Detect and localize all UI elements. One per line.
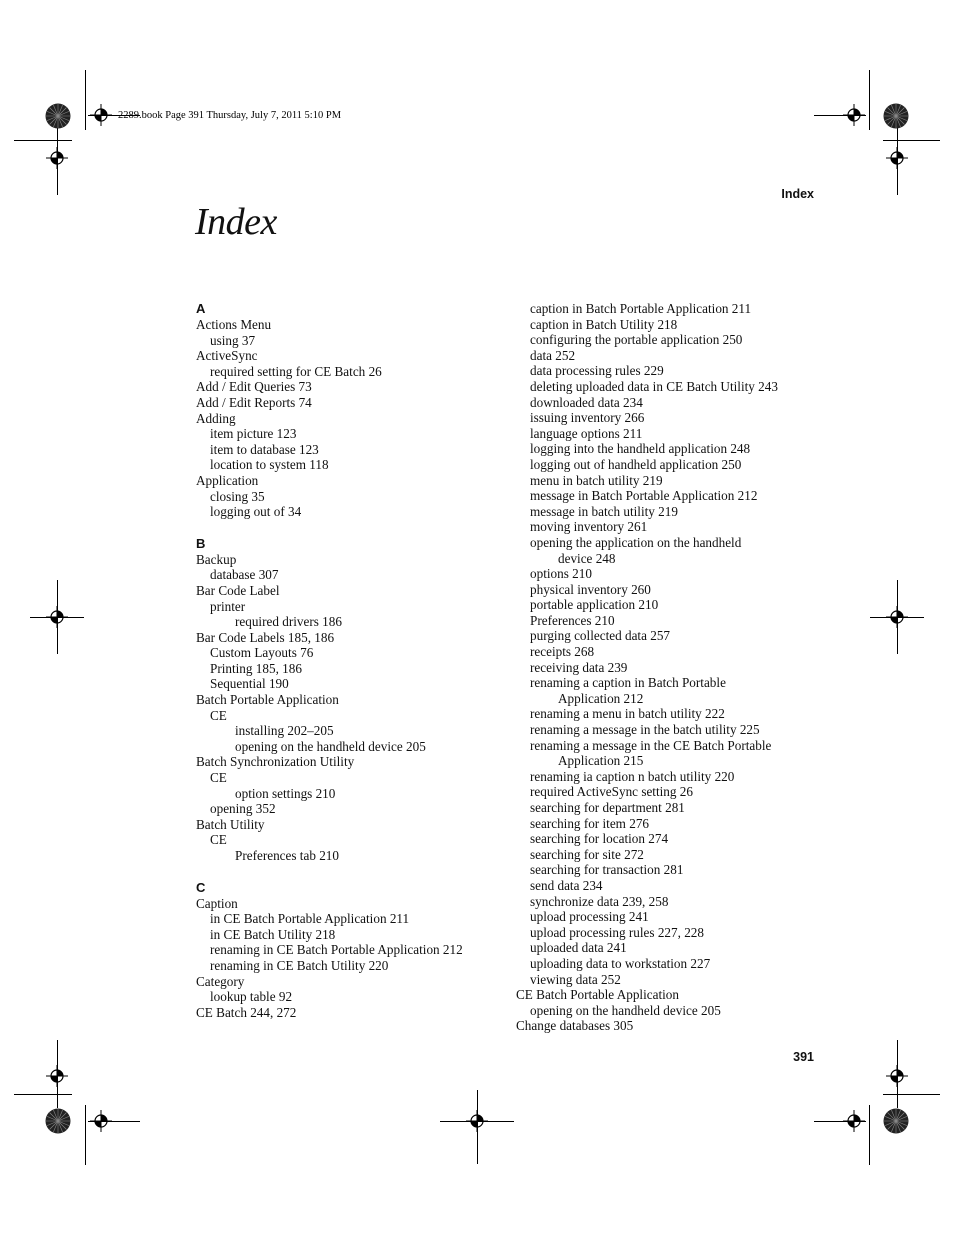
section-gap: [196, 864, 506, 879]
index-column-left: [196, 300, 506, 1020]
index-subentry: [196, 614, 506, 630]
index-entry: [196, 692, 506, 708]
print-slug: 2289.book Page 391 Thursday, July 7, 2011 5:10 PM: [118, 110, 342, 121]
entry-text: language options 211: [530, 425, 643, 441]
entry-text: deleting uploaded data in CE Batch Utility 243: [530, 378, 778, 394]
entry-text: ActiveSync: [196, 348, 258, 364]
index-entry: [196, 1005, 506, 1021]
registration-target-icon: [46, 147, 68, 169]
entry-text: closing 35: [210, 488, 265, 504]
index-subentry: [196, 567, 506, 583]
index-entry: [516, 987, 816, 1003]
index-subentry: [196, 927, 506, 943]
index-subentry: [196, 708, 506, 724]
index-subentry: [516, 878, 816, 894]
entry-text: caption in Batch Portable Application 211: [530, 301, 752, 316]
index-subentry: [516, 894, 816, 910]
entry-text: logging out of 34: [210, 504, 302, 520]
index-subentry: [196, 832, 506, 848]
entry-text: options 210: [530, 566, 592, 582]
index-letter-heading: B: [196, 535, 206, 551]
entry-text: viewing data 252: [530, 971, 621, 987]
entry-text: logging out of handheld application 250: [530, 456, 742, 472]
entry-text: send data 234: [530, 877, 603, 893]
entry-text: Actions Menu: [196, 317, 272, 332]
entry-text: upload processing rules 227, 228: [530, 924, 704, 940]
index-entry: [516, 1018, 816, 1034]
index-subentry: [516, 940, 816, 956]
registration-target-icon: [886, 606, 908, 628]
index-subentry: [516, 800, 816, 816]
entry-text: Printing 185, 186: [210, 660, 302, 676]
entry-text: opening on the handheld device 205: [235, 738, 426, 754]
index-entry: [196, 974, 506, 990]
entry-text: CE: [210, 770, 227, 786]
index-subentry: [196, 489, 506, 505]
registration-target-icon: [90, 104, 112, 126]
entry-text: required setting for CE Batch 26: [210, 363, 382, 379]
registration-target-icon: [843, 1110, 865, 1132]
entry-text: searching for transaction 281: [530, 862, 684, 878]
index-entry: [196, 552, 506, 568]
entry-text: physical inventory 260: [530, 581, 651, 597]
entry-text: opening on the handheld device 205: [530, 1002, 721, 1018]
entry-text: uploading data to workstation 227: [530, 955, 711, 971]
entry-text: configuring the portable application 250: [530, 332, 743, 348]
index-subentry: [516, 628, 816, 644]
entry-text: Preferences tab 210: [235, 848, 339, 863]
index-subentry: [196, 599, 506, 615]
entry-text: item picture 123: [210, 426, 297, 442]
star-target-icon: [883, 1108, 909, 1134]
index-subentry: [516, 847, 816, 863]
index-subentry: [516, 613, 816, 629]
entry-text: Add / Edit Reports 74: [196, 394, 312, 410]
index-subentry: [516, 519, 816, 535]
entry-continuation: Application 215: [558, 753, 644, 769]
index-subentry: [196, 739, 506, 755]
index-subentry: [516, 301, 816, 317]
index-subentry: [196, 676, 506, 692]
star-target-icon: [45, 103, 71, 129]
index-subentry: [516, 660, 816, 676]
index-subentry: [196, 457, 506, 473]
entry-text: searching for department 281: [530, 800, 685, 815]
entry-text: searching for item 276: [530, 815, 650, 831]
registration-target-icon: [886, 1065, 908, 1087]
entry-text: Batch Portable Application: [196, 692, 339, 708]
index-subentry: [516, 504, 816, 520]
index-subentry: [516, 395, 816, 411]
registration-target-icon: [46, 1065, 68, 1087]
index-letter-heading: A: [196, 301, 206, 316]
registration-target-icon: [886, 147, 908, 169]
index-subentry: [516, 457, 816, 473]
entry-text: Change databases 305: [516, 1018, 634, 1034]
index-subentry: [516, 348, 816, 364]
entry-text: synchronize data 239, 258: [530, 893, 669, 909]
entry-text: caption in Batch Utility 218: [530, 316, 678, 332]
index-subentry: [196, 848, 506, 864]
index-subentry: [516, 582, 816, 598]
index-subentry: [516, 831, 816, 847]
index-subentry: [516, 535, 816, 566]
index-subentry: [516, 317, 816, 333]
entry-text: location to system 118: [210, 457, 329, 473]
index-subentry: [196, 364, 506, 380]
entry-text: Batch Utility: [196, 816, 265, 832]
entry-text: logging into the handheld application 248: [530, 441, 751, 457]
star-target-icon: [45, 1108, 71, 1134]
entry-text: printer: [210, 598, 246, 614]
index-subentry: [196, 333, 506, 349]
entry-text: Batch Synchronization Utility: [196, 754, 355, 770]
index-subentry: [516, 644, 816, 660]
page-title: Index: [195, 201, 277, 243]
entry-text: required ActiveSync setting 26: [530, 784, 693, 800]
entry-text: Application: [196, 472, 259, 488]
entry-text: searching for site 272: [530, 846, 644, 862]
index-entry: [196, 473, 506, 489]
entry-text: message in batch utility 219: [530, 503, 678, 519]
page-number: 391: [793, 1050, 814, 1064]
index-subentry: [516, 956, 816, 972]
index-subentry: [196, 958, 506, 974]
entry-text: renaming in CE Batch Portable Application 212: [210, 942, 463, 958]
index-entry: [196, 583, 506, 599]
index-entry: [196, 896, 506, 912]
entry-text: in CE Batch Utility 218: [210, 926, 336, 942]
entry-text: Backup: [196, 551, 237, 567]
entry-text: purging collected data 257: [530, 628, 671, 644]
index-subentry: [516, 426, 816, 442]
index-subentry: [196, 723, 506, 739]
entry-text: renaming ia caption n batch utility 220: [530, 768, 735, 784]
entry-text: renaming a caption in Batch Portable: [530, 675, 726, 691]
entry-text: data processing rules 229: [530, 363, 664, 379]
index-subentry: [196, 661, 506, 677]
registration-target-icon: [46, 606, 68, 628]
index-entry: [196, 817, 506, 833]
index-entry: [196, 348, 506, 364]
entry-text: Custom Layouts 76: [210, 645, 314, 661]
star-target-icon: [883, 103, 909, 129]
section-gap: [196, 520, 506, 535]
index-entry: [196, 317, 506, 333]
entry-text: receiving data 239: [530, 659, 628, 675]
entry-text: uploaded data 241: [530, 940, 627, 956]
entry-text: data 252: [530, 347, 576, 363]
entry-text: opening the application on the handheld: [530, 534, 742, 550]
entry-text: Sequential 190: [210, 676, 289, 692]
index-entry: [196, 379, 506, 395]
registration-target-icon: [90, 1110, 112, 1132]
entry-text: lookup table 92: [210, 989, 293, 1005]
entry-continuation: Application 212: [558, 690, 644, 706]
entry-text: CE: [210, 832, 227, 848]
index-column-right: [516, 301, 816, 1034]
index-subentry: [516, 441, 816, 457]
entry-text: database 307: [210, 567, 279, 583]
running-head: Index: [781, 187, 814, 201]
index-subentry: [196, 426, 506, 442]
entry-text: Category: [196, 973, 245, 989]
index-subentry: [516, 410, 816, 426]
entry-text: Adding: [196, 410, 236, 426]
entry-text: opening 352: [210, 801, 276, 817]
index-subentry: [516, 597, 816, 613]
index-subentry: [516, 332, 816, 348]
index-subentry: [196, 770, 506, 786]
index-entry: [196, 395, 506, 411]
index-subentry: [516, 363, 816, 379]
index-subentry: [196, 911, 506, 927]
index-subentry: [516, 738, 816, 769]
entry-text: option settings 210: [235, 785, 336, 801]
index-subentry: [516, 769, 816, 785]
entry-text: item to database 123: [210, 441, 319, 457]
index-subentry: [196, 504, 506, 520]
entry-text: using 37: [210, 332, 256, 348]
entry-text: message in Batch Portable Application 212: [530, 488, 758, 504]
index-subentry: [516, 816, 816, 832]
entry-text: upload processing 241: [530, 909, 649, 925]
entry-text: Preferences 210: [530, 612, 615, 628]
entry-text: menu in batch utility 219: [530, 472, 663, 488]
index-subentry: [516, 566, 816, 582]
entry-text: renaming a message in the CE Batch Portable: [530, 737, 772, 753]
entry-text: in CE Batch Portable Application 211: [210, 911, 410, 927]
entry-continuation: device 248: [558, 550, 616, 566]
index-subentry: [196, 989, 506, 1005]
entry-text: Caption: [196, 895, 238, 911]
index-subentry: [516, 473, 816, 489]
registration-target-icon: [466, 1110, 488, 1132]
entry-text: downloaded data 234: [530, 394, 643, 410]
index-subentry: [196, 645, 506, 661]
entry-text: renaming a menu in batch utility 222: [530, 706, 725, 722]
entry-text: CE: [210, 707, 227, 723]
entry-text: portable application 210: [530, 597, 659, 613]
entry-text: CE Batch Portable Application: [516, 987, 679, 1003]
index-subentry: [516, 675, 816, 706]
entry-text: renaming in CE Batch Utility 220: [210, 957, 389, 973]
index-subentry: [516, 925, 816, 941]
entry-text: Bar Code Label: [196, 582, 280, 598]
index-subentry: [196, 442, 506, 458]
index-subentry: [516, 784, 816, 800]
index-subentry: [516, 722, 816, 738]
registration-target-icon: [843, 104, 865, 126]
entry-text: CE Batch 244, 272: [196, 1004, 297, 1020]
entry-text: renaming a message in the batch utility 225: [530, 722, 760, 738]
index-subentry: [516, 379, 816, 395]
index-subentry: [516, 972, 816, 988]
index-subentry: [516, 488, 816, 504]
index-subentry: [516, 909, 816, 925]
entry-text: required drivers 186: [235, 614, 342, 630]
index-subentry: [196, 786, 506, 802]
index-subentry: [516, 706, 816, 722]
index-subentry: [196, 801, 506, 817]
entry-text: installing 202–205: [235, 723, 334, 739]
entry-text: searching for location 274: [530, 831, 669, 847]
entry-text: Bar Code Labels 185, 186: [196, 629, 335, 645]
entry-text: receipts 268: [530, 644, 595, 660]
entry-text: moving inventory 261: [530, 519, 648, 535]
index-entry: [196, 754, 506, 770]
index-letter-heading: C: [196, 879, 206, 895]
index-subentry: [516, 1003, 816, 1019]
entry-text: issuing inventory 266: [530, 410, 645, 426]
entry-text: Add / Edit Queries 73: [196, 379, 312, 395]
index-subentry: [196, 942, 506, 958]
index-subentry: [516, 862, 816, 878]
index-entry: [196, 411, 506, 427]
index-entry: [196, 630, 506, 646]
